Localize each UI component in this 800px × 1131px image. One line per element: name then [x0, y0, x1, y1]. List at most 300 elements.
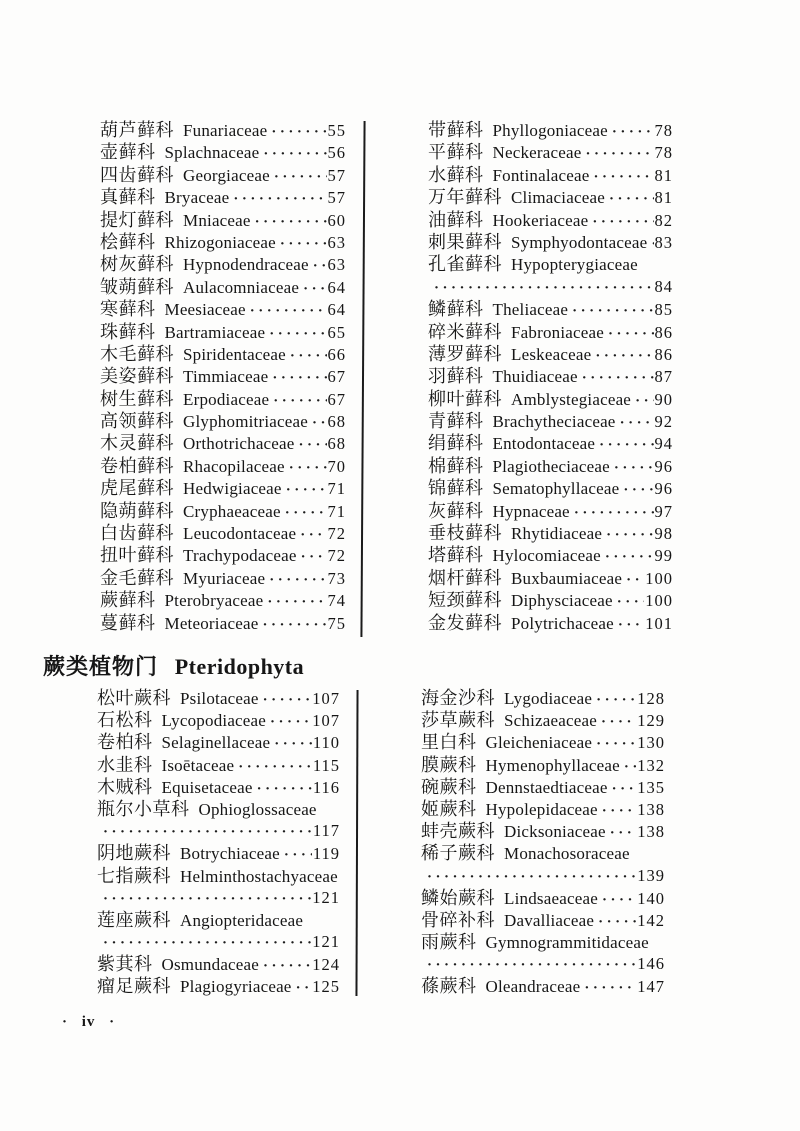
dot-leader — [612, 778, 637, 800]
page-number: 138 — [637, 799, 665, 819]
dot-leader — [427, 866, 636, 888]
toc-entry — [421, 909, 665, 931]
page-number: 78 — [654, 121, 673, 140]
toc-entry — [421, 842, 665, 864]
toc-entry — [97, 953, 340, 975]
page-number: 71 — [327, 479, 346, 499]
dot-leader — [595, 345, 653, 367]
family-name-latin: Hypnodendraceae — [183, 255, 309, 275]
family-name-cn: 里白科 — [421, 732, 477, 753]
family-name-cn: 油藓科 — [428, 209, 484, 230]
toc-entry — [428, 432, 673, 454]
dot-leader — [612, 121, 654, 143]
dot-leader — [620, 412, 654, 434]
toc-entry-continuation — [97, 931, 340, 953]
toc-entry — [100, 500, 346, 522]
family-name-cn: 蕨藓科 — [100, 590, 156, 611]
dot-leader — [594, 166, 654, 188]
dot-leader — [614, 457, 654, 479]
family-name-cn: 短颈藓科 — [428, 590, 502, 611]
family-name-cn: 鳞藓科 — [428, 299, 484, 320]
dot-leader — [608, 323, 653, 345]
family-name-cn: 青藓科 — [428, 411, 484, 432]
dot-leader — [602, 800, 636, 822]
dot-leader — [586, 143, 654, 165]
family-name-cn: 稀子蕨科 — [421, 843, 495, 864]
family-name-latin: Myuriaceae — [183, 568, 266, 588]
family-name-latin: Davalliaceae — [504, 910, 595, 930]
toc-entry — [428, 589, 673, 611]
family-name-latin: Psilotaceae — [180, 689, 259, 708]
family-name-cn: 卷柏藓科 — [100, 455, 174, 476]
family-name-latin: Meteoriaceae — [164, 613, 259, 633]
section-heading-cn: 蕨类植物门 — [43, 654, 159, 679]
page-number: 84 — [654, 276, 673, 296]
toc-entry — [100, 119, 346, 141]
dot-leader — [617, 591, 645, 613]
family-name-latin: Hypnaceae — [492, 501, 570, 521]
dot-leader — [572, 300, 653, 322]
page-number: 125 — [312, 977, 340, 997]
toc-entry — [428, 500, 673, 522]
page-number: 98 — [654, 524, 673, 544]
family-name-cn: 真藓科 — [100, 187, 156, 208]
page-number: 119 — [312, 844, 340, 864]
family-name-latin: Rhacopilaceae — [183, 456, 285, 476]
toc-entry — [100, 477, 346, 499]
dot-leader — [103, 821, 312, 843]
toc-entry — [97, 865, 340, 887]
page-number: 107 — [312, 711, 340, 731]
dot-leader — [270, 711, 311, 733]
toc-entry — [421, 820, 665, 842]
family-name-latin: Gleicheniaceae — [485, 733, 593, 753]
family-name-cn: 扭叶藓科 — [100, 545, 174, 566]
toc-entry — [428, 388, 673, 410]
family-name-latin: Helminthostachyaceae — [180, 866, 338, 886]
toc-entry — [100, 321, 346, 343]
family-name-cn: 木灵藓科 — [100, 433, 174, 454]
family-name-cn: 树生藓科 — [100, 388, 174, 409]
page-number: 81 — [654, 188, 673, 208]
family-name-cn: 蓧蕨科 — [421, 976, 477, 997]
toc-entry — [421, 731, 665, 753]
dot-leader — [601, 711, 636, 733]
page-number: 71 — [327, 501, 346, 521]
family-name-cn: 四齿藓科 — [100, 164, 174, 185]
family-name-cn: 碗蕨科 — [421, 776, 477, 797]
page-number: 115 — [312, 755, 340, 775]
page-number: 57 — [327, 165, 346, 185]
dot-leader — [596, 689, 636, 711]
page-number: 70 — [327, 456, 346, 476]
page-number: 121 — [312, 887, 340, 907]
page-number: 94 — [654, 434, 673, 454]
toc-entry — [428, 544, 673, 566]
family-name-cn: 万年藓科 — [428, 187, 502, 208]
page-number: 130 — [637, 733, 665, 753]
toc-entry — [428, 567, 673, 589]
family-name-cn: 鳞始蕨科 — [421, 887, 495, 908]
toc-entry — [428, 612, 673, 634]
family-name-latin: Symphyodontaceae — [511, 232, 648, 252]
dot-leader — [274, 166, 327, 188]
toc-entry-continuation — [428, 276, 673, 298]
dot-leader — [427, 954, 636, 976]
toc-entry — [97, 909, 340, 931]
family-name-latin: Equisetaceae — [161, 777, 253, 797]
toc-entry — [428, 298, 673, 320]
dot-leader — [289, 457, 327, 479]
dot-leader — [269, 569, 326, 591]
toc-entry-continuation — [97, 887, 340, 909]
family-name-latin: Spiridentaceae — [183, 344, 286, 364]
toc-entry — [428, 209, 673, 231]
dot-leader — [271, 121, 326, 143]
page-number: 116 — [312, 777, 340, 797]
dot-leader — [598, 911, 636, 933]
family-name-latin: Leskeaceae — [511, 344, 592, 364]
family-name-cn: 阴地蕨科 — [97, 843, 171, 864]
page-number: 82 — [654, 210, 673, 230]
dot-leader — [602, 889, 636, 911]
dot-leader — [285, 502, 327, 524]
family-name-latin: Erpodiaceae — [183, 389, 270, 409]
family-name-cn: 寒藓科 — [100, 299, 156, 320]
family-name-cn: 水藓科 — [428, 164, 484, 185]
toc-entry — [428, 141, 673, 163]
page-number: 78 — [654, 143, 673, 163]
family-name-cn: 瓶尔小草科 — [97, 798, 190, 819]
toc-entry — [421, 798, 665, 820]
dot-leader — [303, 278, 326, 300]
toc-entry — [421, 687, 665, 709]
page-number: 67 — [327, 389, 346, 409]
family-name-latin: Splachnaceae — [164, 143, 260, 163]
toc-entry — [97, 842, 340, 864]
family-name-latin: Trachypodaceae — [183, 546, 297, 566]
page-number: 65 — [327, 322, 346, 342]
page-number: 140 — [637, 888, 665, 908]
family-name-latin: Isoētaceae — [161, 755, 235, 775]
family-name-latin: Fabroniaceae — [511, 322, 605, 342]
toc-entry-continuation — [421, 865, 665, 887]
toc-entry — [428, 455, 673, 477]
toc-entry — [100, 253, 346, 275]
toc-entry — [428, 477, 673, 499]
dot-leader — [274, 733, 312, 755]
toc-entry — [97, 731, 340, 753]
page-number: 97 — [654, 501, 673, 521]
family-name-cn: 桧藓科 — [100, 231, 156, 252]
family-name-latin: Selaginellaceae — [161, 733, 271, 753]
dot-leader — [584, 977, 636, 999]
toc-entry — [100, 432, 346, 454]
family-name-latin: Monachosoraceae — [504, 844, 630, 864]
dot-leader — [606, 524, 653, 546]
dot-leader — [250, 300, 327, 322]
family-name-latin: Oleandraceae — [485, 977, 581, 997]
family-name-cn: 垂枝藓科 — [428, 523, 502, 544]
family-name-latin: Climaciaceae — [511, 188, 605, 208]
toc-entry — [428, 343, 673, 365]
family-name-latin: Gymnogrammitidaceae — [485, 933, 649, 953]
page-number: 124 — [312, 955, 340, 975]
page-number: 67 — [327, 367, 346, 387]
page-number: 107 — [312, 689, 340, 708]
page-number: 129 — [637, 711, 665, 731]
page-number: 128 — [637, 689, 665, 708]
page-number: 90 — [654, 389, 673, 409]
toc-entry — [100, 388, 346, 410]
dot-leader — [280, 233, 327, 255]
page-number: 101 — [645, 613, 673, 633]
page-number: 55 — [327, 121, 346, 140]
family-name-latin: Schizaeaceae — [504, 711, 597, 731]
toc-entry — [100, 589, 346, 611]
toc-entry — [97, 975, 340, 997]
dot-leader — [103, 888, 311, 910]
family-name-cn: 姬蕨科 — [421, 798, 477, 819]
family-name-latin: Hypopterygiaceae — [511, 255, 638, 275]
dot-leader — [272, 367, 326, 389]
family-name-latin: Rhizogoniaceae — [164, 232, 276, 252]
family-name-latin: Diphysciaceae — [511, 591, 613, 611]
toc-entry — [428, 410, 673, 432]
toc-entry — [100, 141, 346, 163]
page-number: 132 — [637, 755, 665, 775]
dot-leader — [263, 143, 326, 165]
toc-entry — [428, 186, 673, 208]
family-name-latin: Osmundaceae — [161, 955, 260, 975]
family-name-cn: 灰藓科 — [428, 500, 484, 521]
toc-entry — [100, 209, 346, 231]
section-heading-pteridophyta — [43, 650, 304, 681]
page-number: 96 — [654, 479, 673, 499]
dot-leader — [255, 211, 327, 233]
toc-entry — [100, 343, 346, 365]
family-name-cn: 莎草蕨科 — [421, 710, 495, 731]
family-name-latin: Hookeriaceae — [492, 210, 589, 230]
toc-entry — [100, 544, 346, 566]
family-name-cn: 雨蕨科 — [421, 932, 477, 953]
page-number: 147 — [637, 977, 665, 997]
family-name-cn: 蔓藓科 — [100, 612, 156, 633]
page-number: 110 — [312, 733, 340, 753]
family-name-latin: Lygodiaceae — [504, 689, 593, 708]
family-name-cn: 壶藓科 — [100, 142, 156, 163]
toc-entry — [100, 612, 346, 634]
dot-leader — [599, 434, 653, 456]
toc-column-bryophyta-left — [100, 119, 346, 634]
dot-leader — [618, 614, 644, 636]
family-name-latin: Hypolepidaceae — [485, 799, 598, 819]
family-name-cn: 棉藓科 — [428, 455, 484, 476]
toc-entry — [421, 754, 665, 776]
page-number: 146 — [637, 954, 665, 974]
family-name-cn: 蚌壳蕨科 — [421, 821, 495, 842]
family-name-cn: 木毛藓科 — [100, 343, 174, 364]
family-name-cn: 碎米藓科 — [428, 321, 502, 342]
page-number: 68 — [327, 412, 346, 432]
family-name-latin: Hylocomiaceae — [492, 546, 601, 566]
family-name-latin: Lindsaeaceae — [504, 888, 598, 908]
family-name-latin: Buxbaumiaceae — [511, 568, 623, 588]
family-name-latin: Botrychiaceae — [180, 844, 280, 864]
family-name-latin: Phyllogoniaceae — [492, 121, 608, 140]
toc-entry — [421, 975, 665, 997]
family-name-cn: 葫芦藓科 — [100, 120, 174, 140]
toc-entry — [428, 253, 673, 275]
column-divider-top — [360, 121, 365, 637]
toc-column-pteridophyta-right — [421, 687, 665, 998]
page-number: 117 — [312, 821, 340, 841]
toc-entry — [421, 776, 665, 798]
family-name-latin: Lycopodiaceae — [161, 711, 267, 731]
dot-leader — [263, 955, 311, 977]
family-name-latin: Hymenophyllaceae — [485, 755, 620, 775]
page-number: 86 — [654, 344, 673, 364]
family-name-cn: 珠藓科 — [100, 321, 156, 342]
family-name-latin: Orthotrichaceae — [183, 434, 295, 454]
toc-column-bryophyta-right — [428, 119, 673, 634]
page-number: 72 — [327, 546, 346, 566]
toc-entry — [428, 231, 673, 253]
toc-entry — [100, 164, 346, 186]
toc-entry — [428, 522, 673, 544]
dot-leader — [434, 277, 654, 299]
family-name-cn: 高领藓科 — [100, 411, 174, 432]
dot-leader — [290, 345, 327, 367]
family-name-cn: 海金沙科 — [421, 688, 495, 708]
family-name-latin: Entodontaceae — [492, 434, 596, 454]
family-name-cn: 金发藓科 — [428, 612, 502, 633]
family-name-latin: Angiopteridaceae — [180, 910, 304, 930]
family-name-latin: Neckeraceae — [492, 143, 582, 163]
page-number: 63 — [327, 255, 346, 275]
dot-leader — [263, 689, 312, 711]
page-number: 60 — [327, 210, 346, 230]
family-name-cn: 树灰藓科 — [100, 254, 174, 275]
dot-leader — [103, 932, 311, 954]
family-name-cn: 烟杆藓科 — [428, 567, 502, 588]
dot-leader — [273, 390, 326, 412]
family-name-cn: 白齿藓科 — [100, 523, 174, 544]
dot-leader — [301, 546, 327, 568]
page-number: 63 — [327, 232, 346, 252]
dot-leader — [582, 367, 654, 389]
toc-entry — [97, 754, 340, 776]
family-name-cn: 膜蕨科 — [421, 754, 477, 775]
family-name-cn: 塔藓科 — [428, 545, 484, 566]
toc-entry — [100, 455, 346, 477]
page-number: 100 — [645, 591, 673, 611]
dot-leader — [626, 569, 644, 591]
family-name-latin: Hedwigiaceae — [183, 479, 282, 499]
dot-leader — [257, 778, 312, 800]
dot-leader — [605, 546, 654, 568]
family-name-cn: 皱蒴藓科 — [100, 276, 174, 297]
dot-leader — [262, 614, 326, 636]
page-number: 66 — [327, 344, 346, 364]
page-number: 99 — [654, 546, 673, 566]
section-heading-latin: Pteridophyta — [174, 654, 305, 679]
toc-entry — [97, 776, 340, 798]
toc-entry — [100, 365, 346, 387]
family-name-latin: Mniaceae — [183, 210, 251, 230]
family-name-cn: 绢藓科 — [428, 433, 484, 454]
family-name-cn: 隐蒴藓科 — [100, 500, 174, 521]
dot-leader — [635, 390, 653, 412]
page-number: 74 — [327, 591, 346, 611]
dot-leader — [592, 211, 653, 233]
page-number: 73 — [327, 568, 346, 588]
family-name-cn: 松叶蕨科 — [97, 688, 171, 708]
toc-entry — [100, 186, 346, 208]
family-name-latin: Brachytheciaceae — [492, 412, 616, 432]
page-number: 135 — [637, 777, 665, 797]
page-number: 87 — [654, 367, 673, 387]
page-number: 68 — [327, 434, 346, 454]
toc-entry — [421, 887, 665, 909]
family-name-cn: 羽藓科 — [428, 366, 484, 387]
family-name-cn: 虎尾藓科 — [100, 478, 174, 499]
family-name-cn: 水韭科 — [97, 754, 153, 775]
page-number: 142 — [637, 910, 665, 930]
toc-entry — [428, 321, 673, 343]
page-number: 72 — [327, 524, 346, 544]
page-number: 83 — [654, 232, 673, 252]
family-name-cn: 金毛藓科 — [100, 567, 174, 588]
family-name-cn: 柳叶藓科 — [428, 388, 502, 409]
dot-leader — [313, 255, 327, 277]
family-name-latin: Bartramiaceae — [164, 322, 266, 342]
family-name-cn: 紫萁科 — [97, 954, 153, 975]
toc-entry — [97, 709, 340, 731]
family-name-latin: Aulacomniaceae — [183, 277, 300, 297]
page-number: 81 — [654, 165, 673, 185]
toc-entry — [100, 522, 346, 544]
page-number: 121 — [312, 932, 340, 952]
family-name-latin: Pterobryaceae — [164, 591, 264, 611]
toc-entry — [421, 931, 665, 953]
dot-leader — [624, 756, 636, 778]
dot-leader — [651, 233, 653, 255]
toc-entry-continuation — [97, 820, 340, 842]
toc-entry — [100, 276, 346, 298]
dot-leader — [299, 434, 327, 456]
page-number: 92 — [654, 412, 673, 432]
family-name-cn: 七指蕨科 — [97, 865, 171, 886]
toc-column-pteridophyta-left — [97, 687, 340, 998]
dot-leader — [269, 323, 326, 345]
family-name-latin: Dennstaedtiaceae — [485, 777, 608, 797]
dot-leader — [312, 412, 327, 434]
family-name-latin: Timmiaceae — [183, 367, 269, 387]
family-name-cn: 瘤足蕨科 — [97, 976, 171, 997]
family-name-cn: 带藓科 — [428, 120, 484, 140]
family-name-latin: Amblystegiaceae — [511, 389, 632, 409]
page-number: 75 — [327, 613, 346, 633]
family-name-latin: Thuidiaceae — [492, 367, 578, 387]
family-name-latin: Plagiogyriaceae — [180, 977, 292, 997]
family-name-latin: Georgiaceae — [183, 165, 270, 185]
family-name-latin: Polytrichaceae — [511, 613, 614, 633]
dot-leader — [296, 977, 312, 999]
family-name-latin: Funariaceae — [183, 121, 268, 140]
toc-entry — [97, 687, 340, 709]
family-name-cn: 平藓科 — [428, 142, 484, 163]
